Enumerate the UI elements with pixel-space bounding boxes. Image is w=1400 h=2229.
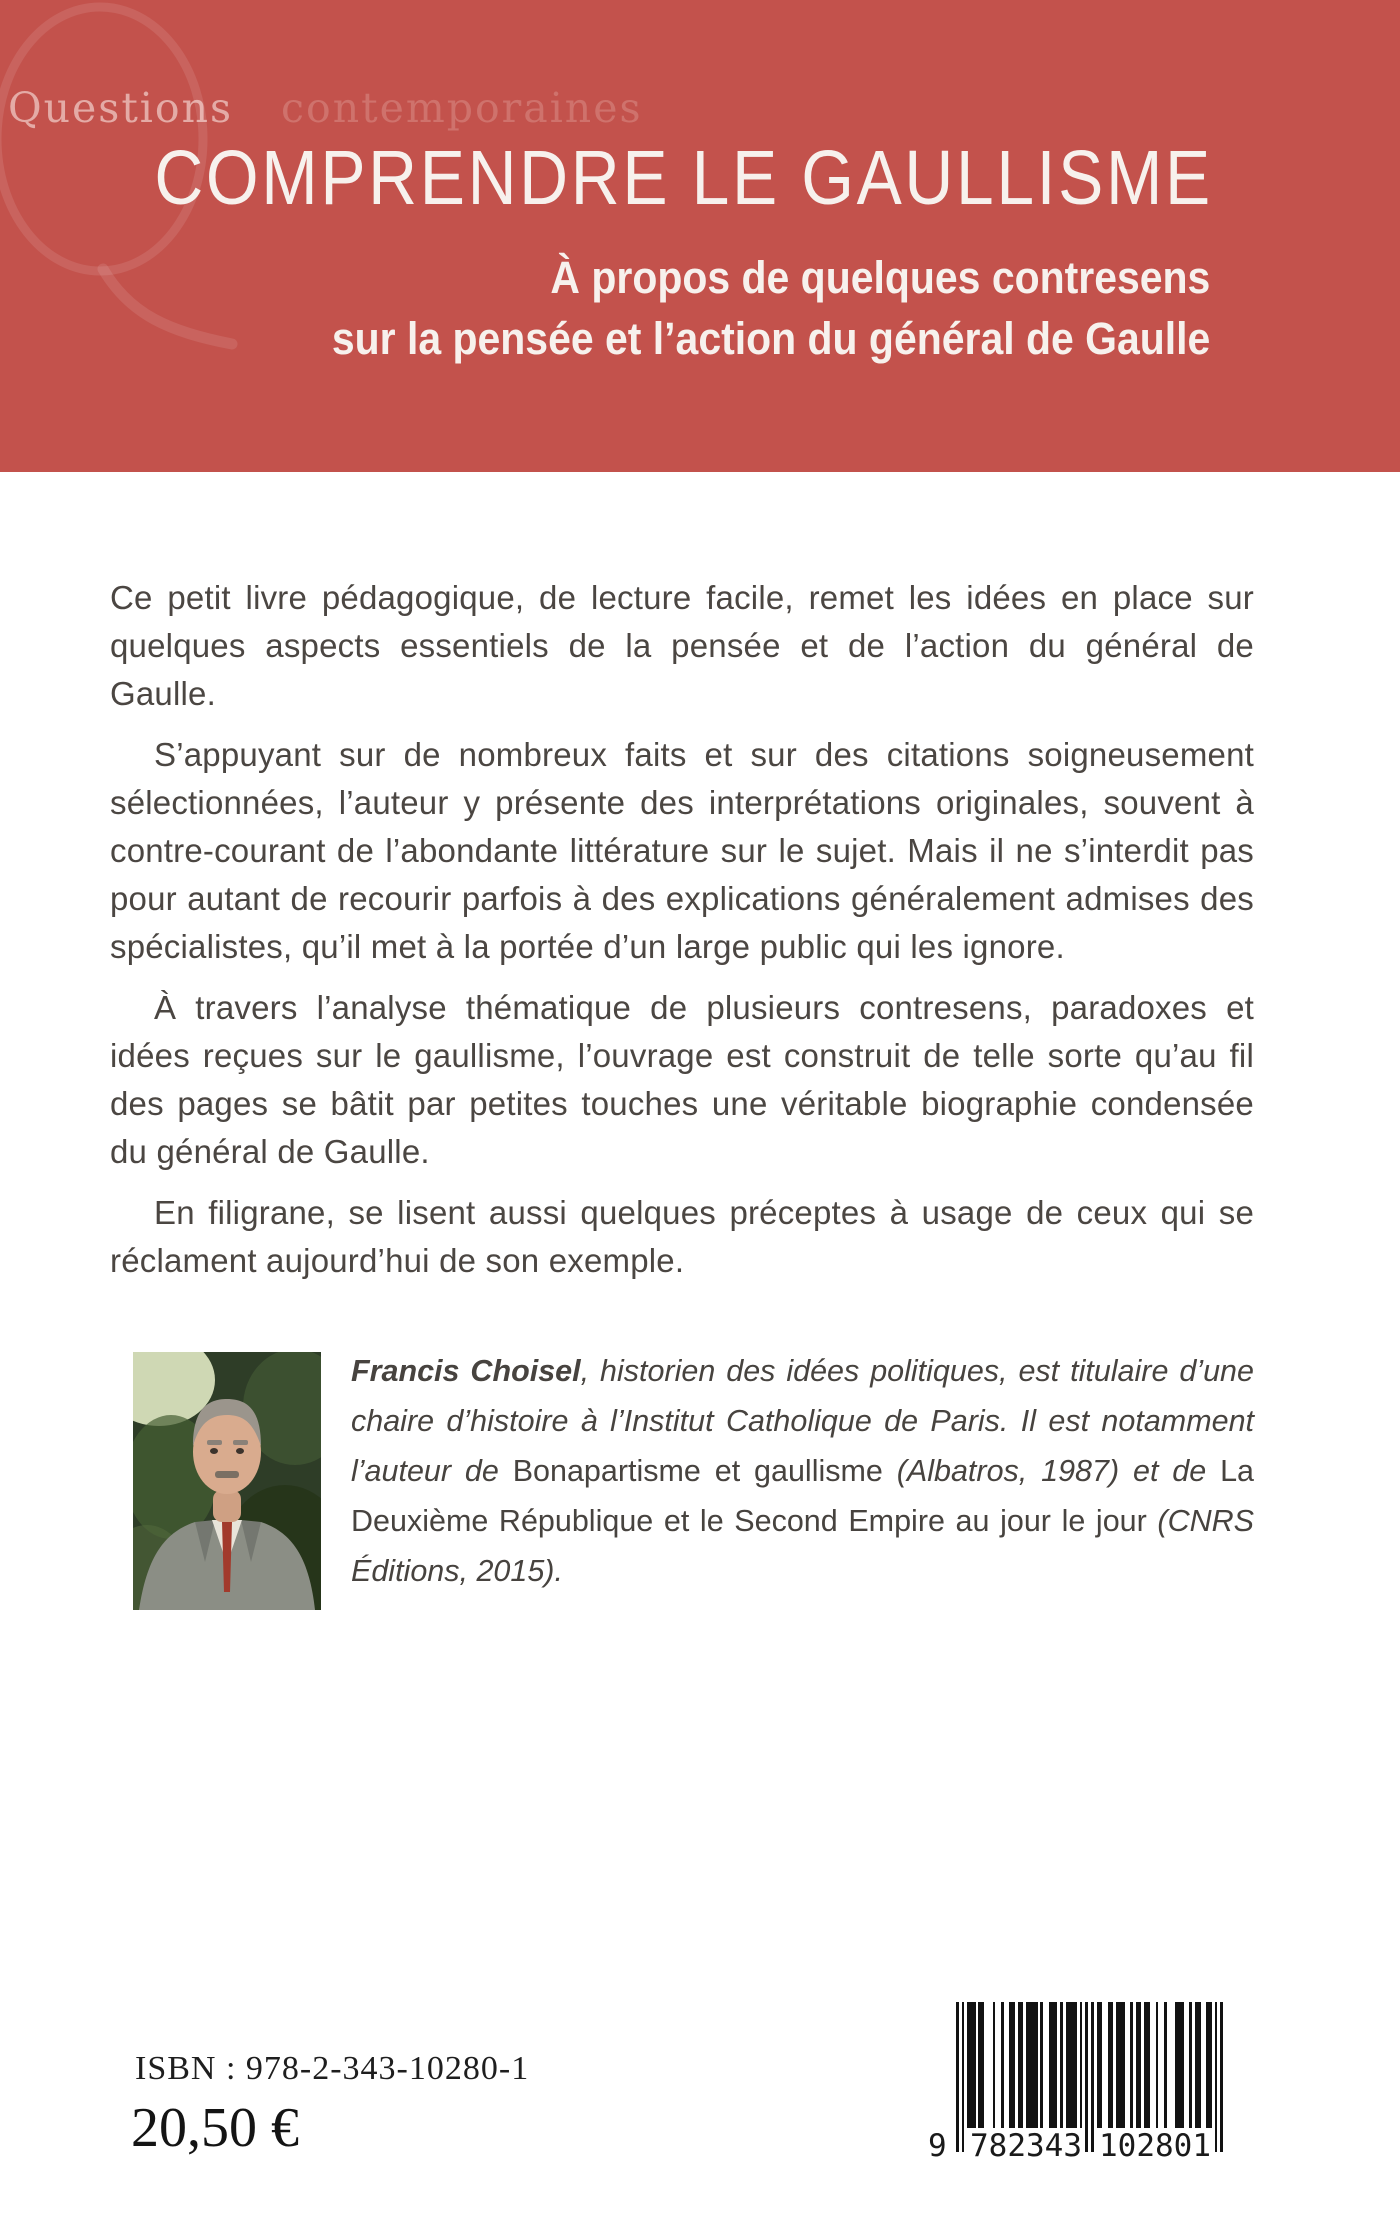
bio-segment: et de (1132, 1454, 1221, 1488)
collection-word-questions: Questions (8, 84, 234, 132)
barcode-bar (1147, 2002, 1150, 2128)
barcode-digits-left-group: 782343 (970, 2128, 1082, 2164)
barcode-bar (1021, 2002, 1024, 2128)
barcode-bar (1012, 2002, 1015, 2128)
barcode-bar (1139, 2002, 1142, 2128)
barcode-bar (1156, 2002, 1159, 2128)
barcode-bar (993, 2002, 996, 2128)
barcode-digits (928, 2128, 1223, 2164)
barcode-bar (1035, 2002, 1038, 2128)
banner (0, 0, 1400, 472)
collection-logo (8, 84, 643, 132)
barcode-bar (1040, 2002, 1043, 2128)
barcode-bar (1099, 2002, 1102, 2128)
author-name: Francis Choisel (351, 1354, 581, 1388)
barcode-bar (981, 2002, 984, 2128)
synopsis-paragraph: Ce petit livre pédagogique, de lecture facile, remet les idées en place sur quelques aspects essentiels de la pensée et de l’action du général de Gaulle. (110, 579, 1254, 712)
price-text: 20,50 € (131, 2097, 299, 2159)
author-section (133, 1346, 1254, 1610)
bio-segment: La Deuxième République et le Second Empire au jour le jour (351, 1454, 1255, 1538)
author-photo (133, 1352, 321, 1610)
synopsis (110, 574, 1254, 1298)
barcode-bar (1054, 2002, 1057, 2128)
barcode-bar (1122, 2002, 1125, 2128)
barcode-bar (973, 2002, 976, 2128)
bio-segment: (CNRS Éditions, 2015). (351, 1504, 1254, 1588)
barcode-bar (1181, 2002, 1184, 2128)
bio-segment: , historien des idées politiques, est titulaire d’une chaire d’histoire à l’Institut Catholique de Paris. Il est notamment l’auteur de (351, 1354, 1254, 1488)
barcode-bar (1060, 2002, 1063, 2128)
collection-word-contemporaines: contemporaines (281, 84, 643, 132)
synopsis-paragraph: À travers l’analyse thématique de plusieurs contresens, paradoxes et idées reçues sur le gaullisme, l’ouvrage est construit de telle sorte qu’au fil des pages se bâtit par petites touches une véritable biographie condensée du général de Gaulle. (110, 989, 1254, 1170)
barcode-bar (1164, 2002, 1167, 2128)
bio-segment: Bonapartisme et gaullisme (512, 1454, 883, 1488)
barcode-bar (1209, 2002, 1212, 2128)
barcode-digits-right-group: 102801 (1099, 2128, 1211, 2164)
barcode-bar (1198, 2002, 1201, 2128)
barcode (928, 2002, 1226, 2166)
synopsis-paragraph: S’appuyant sur de nombreux faits et sur des citations soigneusement sélectionnées, l’auteur y présente des interprétations originales, souvent à contre-courant de l’abondante littérature sur le sujet. Mais il ne s’interdit pas pour autant de recourir parfois à des explications généralement admises des spécialistes, qu’il met à la portée d’un large public qui les ignore. (110, 736, 1254, 965)
barcode-bar (1189, 2002, 1192, 2128)
bio-segment: (Albatros, 1987) (882, 1454, 1133, 1488)
subtitle-line-1: À propos de quelques contresens (550, 252, 1210, 303)
barcode-bar (1080, 2002, 1083, 2128)
barcode-bar (1074, 2002, 1077, 2128)
book-subtitle (332, 247, 1210, 369)
barcode-bar (1130, 2002, 1133, 2128)
subtitle-line-2: sur la pensée et l’action du général de Gaulle (331, 313, 1210, 364)
isbn-text: ISBN : 978-2-343-10280-1 (135, 2050, 530, 2087)
barcode-bar (1111, 2002, 1114, 2128)
synopsis-paragraph: En filigrane, se lisent aussi quelques préceptes à usage de ceux qui se réclament aujourd’hui de son exemple. (110, 1194, 1254, 1279)
barcode-bar (1001, 2002, 1004, 2128)
barcode-digit-leading: 9 (928, 2128, 947, 2164)
book-title: COMPRENDRE LE GAULLISME (154, 135, 1213, 221)
